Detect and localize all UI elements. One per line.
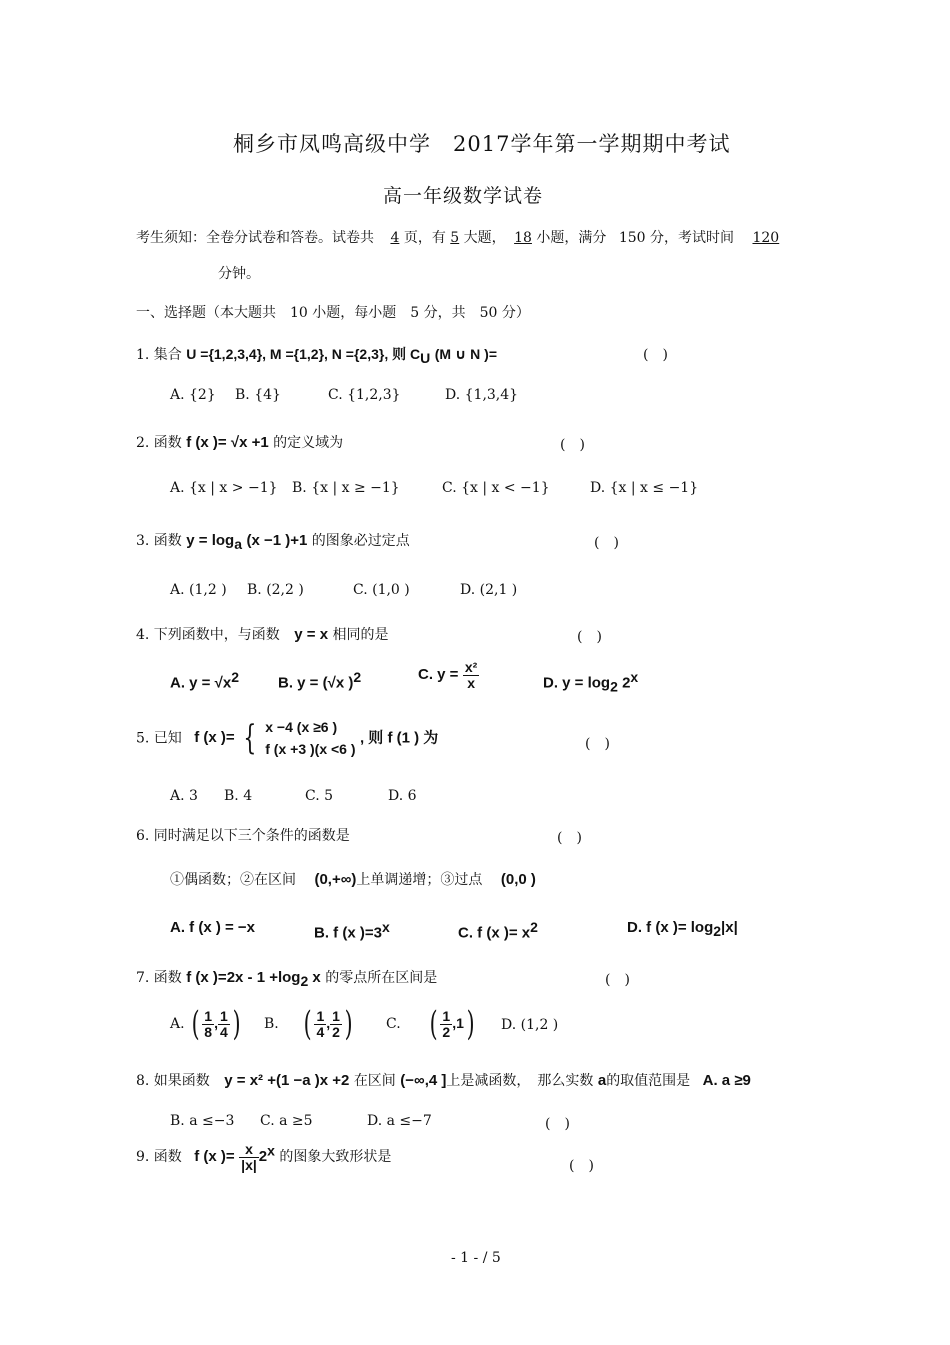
q-text: 在区间 <box>353 1073 396 1089</box>
question-3 <box>136 530 410 552</box>
option-d <box>627 919 738 939</box>
option-sup: 2 <box>530 919 538 935</box>
q-expression: , 则 f (1 ) 为 <box>359 729 439 747</box>
notice-bigq: 5 <box>450 230 460 246</box>
option-c <box>418 660 479 690</box>
option-sub: 2 <box>713 922 722 939</box>
question-4 <box>136 624 389 644</box>
option-a <box>170 919 255 936</box>
option-sup: 2 <box>353 669 362 685</box>
option-d <box>543 669 638 694</box>
q-expression: f (x )= √x +1 <box>186 434 269 451</box>
option-c: C. {x | x < −1} <box>442 480 550 496</box>
option-a: A. 3 <box>170 788 198 804</box>
q-number: 9. 函数 <box>136 1149 182 1166</box>
q-text: 上是减函数， 那么实数 <box>446 1073 594 1089</box>
q-text: ①偶函数；②在区间 <box>170 872 296 888</box>
answer-paren: ( ) <box>594 535 619 551</box>
option-c: C. a ≥5 <box>260 1113 313 1129</box>
option-sub: 2 <box>610 678 618 695</box>
option-b: B. (2,2 ) <box>247 582 304 598</box>
option-a: A. ( $\frac{1}{8}$ , $\frac{1}{4}$ ) <box>170 1004 241 1044</box>
q6-conditions <box>170 869 536 889</box>
q-expression: (0,+∞) <box>314 871 357 888</box>
option-b: B. 4 <box>224 788 253 804</box>
option-a: A. {2} <box>170 387 216 403</box>
frac-denominator: 2 <box>332 1023 340 1040</box>
q-expression: U ={1,2,3,4}, M ={1,2}, N ={2,3}, 则 C <box>186 346 421 362</box>
q-text: 相同的是 <box>332 627 389 643</box>
q-number: 5. 已知 <box>136 730 182 747</box>
frac-numerator: 1 <box>332 1007 340 1024</box>
notice-time: 120 <box>752 230 780 246</box>
q-expression: f (x )= <box>194 729 235 747</box>
q-text: 的图象大致形状是 <box>279 1149 392 1166</box>
option-d: D. {x | x ≤ −1} <box>590 480 699 496</box>
q-text: 的零点所在区间是 <box>325 970 438 986</box>
option-text: 2 <box>617 674 631 692</box>
q-expression: f (x )= <box>194 1148 235 1166</box>
option-b <box>314 919 390 942</box>
page-number: - 1 - / 5 <box>451 1250 501 1266</box>
q-expression: 2 <box>258 1148 268 1166</box>
notice-text: 小题，满分 <box>536 230 607 246</box>
option-b: B. {4} <box>235 387 281 403</box>
notice-line <box>136 227 779 247</box>
notice-score: 150 <box>618 230 646 246</box>
frac-numerator: 1 <box>204 1007 213 1024</box>
answer-paren: ( ) <box>569 1158 594 1174</box>
option-d: D. {1,3,4} <box>445 387 519 403</box>
option-a: A. a ≥9 <box>702 1072 751 1089</box>
q-text: 上单调递增；③过点 <box>356 872 483 888</box>
question-1 <box>136 344 497 366</box>
option-label: C. <box>386 1016 401 1032</box>
exam-title: 桐乡市凤鸣高级中学 2017学年第一学期期中考试 <box>233 132 731 156</box>
option-c: C. (1,0 ) <box>353 582 410 598</box>
option-d: D. 6 <box>388 788 417 804</box>
option-c: C. ( $\frac{1}{2}$ ,1) <box>386 1004 475 1044</box>
answer-paren: ( ) <box>605 972 630 988</box>
question-5 <box>136 716 438 761</box>
answer-paren: ( ) <box>577 629 602 645</box>
q-expression: (x −1 )+1 <box>246 532 308 549</box>
q-expression: y = log <box>186 532 235 549</box>
answer-paren: ( ) <box>560 437 585 453</box>
frac-denominator: 4 <box>316 1023 325 1040</box>
frac-numerator: x² <box>464 659 478 675</box>
answer-paren: ( ) <box>585 736 610 752</box>
notice-pages: 4 <box>390 230 400 246</box>
question-7 <box>136 967 437 989</box>
frac-denominator: 2 <box>442 1023 451 1040</box>
q-expression: f (x )=2x - 1 +log <box>186 969 301 986</box>
option-text: B. y = (√x ) <box>278 674 354 692</box>
option-label: B. <box>264 1016 279 1032</box>
frac-numerator: 1 <box>442 1007 451 1024</box>
q-number: 8. 如果函数 <box>136 1073 210 1089</box>
option-text: A. y = √x <box>170 674 232 692</box>
option-d: D. (1,2 ) <box>501 1017 559 1033</box>
option-label: A. <box>170 1016 185 1032</box>
question-8 <box>136 1070 751 1090</box>
question-2 <box>136 432 343 452</box>
exam-subtitle: 高一年级数学试卷 <box>383 185 544 207</box>
option-b: B. a ≤−3 <box>170 1113 235 1129</box>
q-expression: (M ∪ N )= <box>434 346 497 362</box>
frac-denominator: 8 <box>204 1023 213 1040</box>
frac-denominator: 4 <box>219 1023 228 1040</box>
option-b: B. {x | x ≥ −1} <box>292 480 400 496</box>
option-c: C. {1,2,3} <box>328 387 401 403</box>
frac-numerator: 1 <box>316 1007 325 1024</box>
brace-icon: { <box>243 718 257 759</box>
q-expression: y = x² +(1 −a )x +2 <box>224 1072 350 1089</box>
piecewise-row: f (x +3 )(x <6 ) <box>265 741 356 758</box>
option-text: C. f (x )= x <box>458 924 531 942</box>
section-heading: 一、选择题（本大题共 10 小题，每小题 5 分，共 50 分） <box>136 305 530 321</box>
q-number: 4. 下列函数中，与函数 <box>136 627 280 643</box>
frac-denominator: |x| <box>241 1156 257 1173</box>
option-d: D. a ≤−7 <box>367 1113 432 1129</box>
notice-text: 分，考试时间 <box>650 230 735 246</box>
q-expression: y = x <box>294 626 329 643</box>
piecewise-row: x −4 (x ≥6 ) <box>265 719 338 735</box>
notice-prefix: 考生须知：全卷分试卷和答卷。试卷共 <box>136 230 374 246</box>
q-text: 的图象必过定点 <box>311 533 410 549</box>
option-c: C. 5 <box>305 788 334 804</box>
q-subscript: a <box>234 535 242 552</box>
option-text: B. f (x )=3 <box>314 924 382 942</box>
option-text: ,1 <box>452 1015 464 1031</box>
option-c <box>458 919 538 942</box>
q-number: 2. 函数 <box>136 435 182 451</box>
notice-text: 页，有 <box>403 230 446 246</box>
q-expression: (−∞,4 ] <box>400 1072 447 1089</box>
answer-paren: ( ) <box>557 830 582 846</box>
q-text: 的取值范围是 <box>606 1073 691 1089</box>
option-text: |x| <box>721 919 738 936</box>
option-sup: x <box>630 669 639 685</box>
notice-line2: 分钟。 <box>218 266 260 282</box>
option-b <box>278 669 361 692</box>
q-subscript: 2 <box>300 972 309 989</box>
q-expression: a <box>597 1072 607 1089</box>
option-text: C. y = <box>418 666 459 684</box>
option-d: D. (2,1 ) <box>460 582 518 598</box>
q-subscript: U <box>420 349 431 366</box>
frac-numerator: x <box>239 1142 259 1158</box>
q-expression: (0,0 ) <box>500 871 536 888</box>
frac-numerator: 1 <box>219 1007 228 1024</box>
q-text: 的定义域为 <box>273 435 344 451</box>
option-a <box>170 669 239 692</box>
question-9 <box>136 1142 391 1172</box>
option-text: D. f (x )= log <box>627 919 714 936</box>
option-text: D. y = log <box>543 674 611 692</box>
option-sup: x <box>381 919 390 935</box>
q-number: 7. 函数 <box>136 970 182 986</box>
option-a: A. {x | x > −1} <box>170 480 278 496</box>
notice-text: 大题， <box>463 230 506 246</box>
option-text: A. f (x ) = −x <box>170 919 256 936</box>
q-expression: x <box>308 969 321 986</box>
q-number: 3. 函数 <box>136 533 182 549</box>
option-sup: 2 <box>231 669 239 685</box>
q-superscript: x <box>267 1142 275 1159</box>
frac-denominator: x <box>467 674 476 691</box>
question-6: 6. 同时满足以下三个条件的函数是 <box>136 828 350 844</box>
option-b: B. ( $\frac{1}{4}$ , $\frac{1}{2}$ ) <box>264 1004 353 1044</box>
notice-smallq: 18 <box>514 230 532 246</box>
answer-paren: ( ) <box>545 1116 570 1132</box>
answer-paren: ( ) <box>643 347 668 363</box>
q-number: 1. 集合 <box>136 347 182 363</box>
option-a: A. (1,2 ) <box>170 582 227 598</box>
